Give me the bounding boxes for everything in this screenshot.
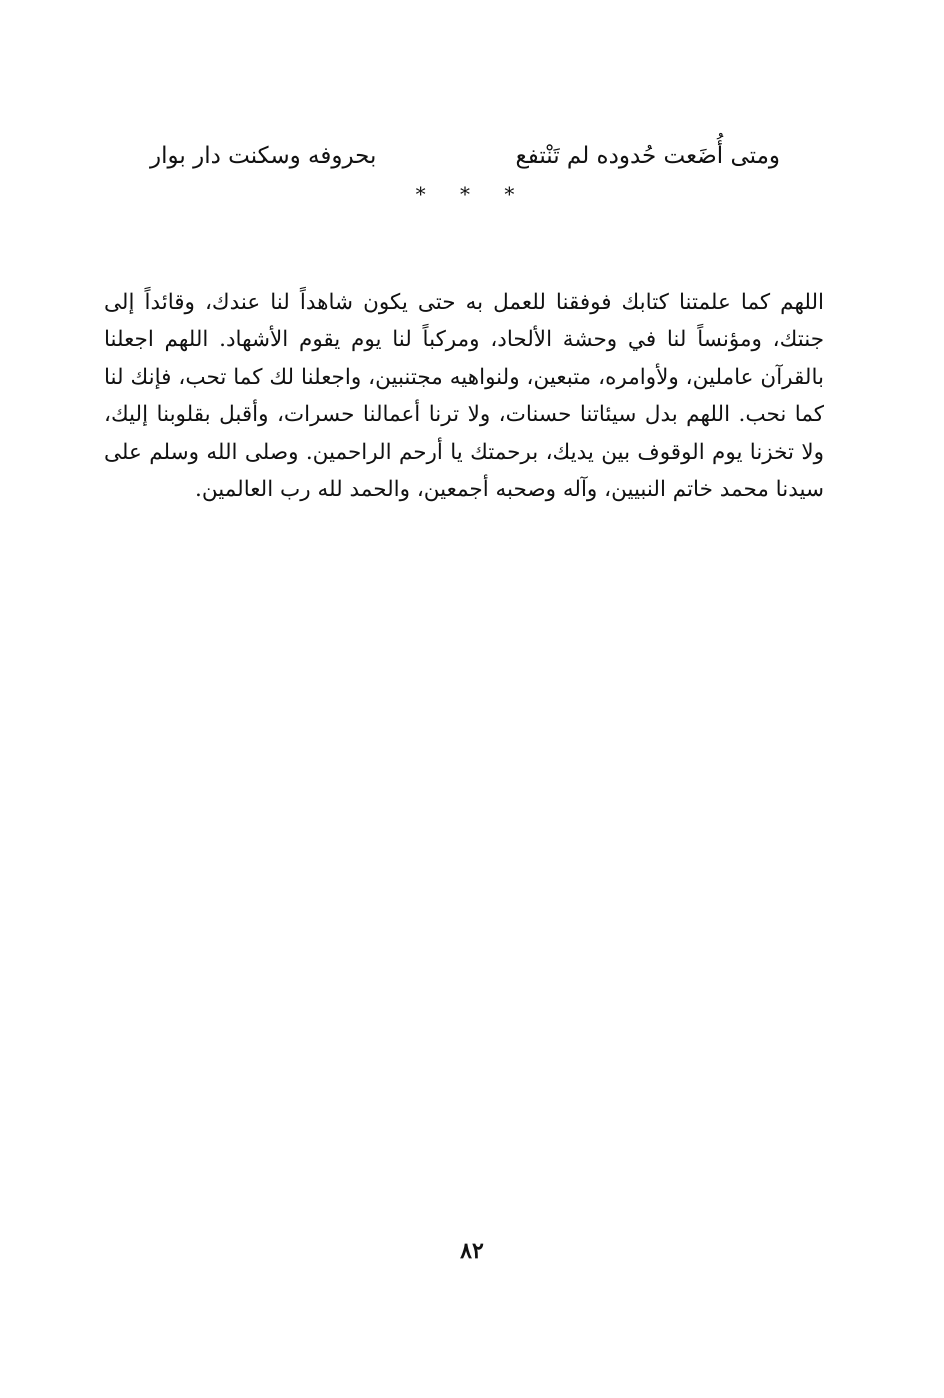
poetry-verse — [150, 136, 780, 176]
page-number: ٨٢ — [460, 1238, 484, 1264]
supplication-paragraph: اللهم كما علمتنا كتابك فوفقنا للعمل به حتى يكون شاهداً لنا عندك، وقائداً إلى جنتك، ومؤنساً لنا في وحشة الألحاد، ومركباً لنا يوم يقوم الأشهاد. اللهم اجعلنا بالقرآن عاملين، ولأوامره، متبعين، ولنواهيه مجتنبين، واجعلنا لك كما تحب، فإنك لنا كما نحب. اللهم بدل سيئاتنا حسنات، ولا ترنا أعمالنا حسرات، وأقبل بقلوبنا إليك، ولا تخزنا يوم الوقوف بين يديك، برحمتك يا أرحم الراحمين. وصلى الله وسلم على سيدنا محمد خاتم النبيين، وآله وصحبه أجمعين، والحمد لله رب العالمين. — [104, 289, 824, 502]
verse-second-hemistich: بحروفه وسكنت دار بوار — [150, 143, 377, 169]
verse-first-hemistich: ومتى أُضَعت حُدوده لم تَنْتفع — [515, 143, 780, 169]
section-separator: * * * — [415, 182, 529, 206]
